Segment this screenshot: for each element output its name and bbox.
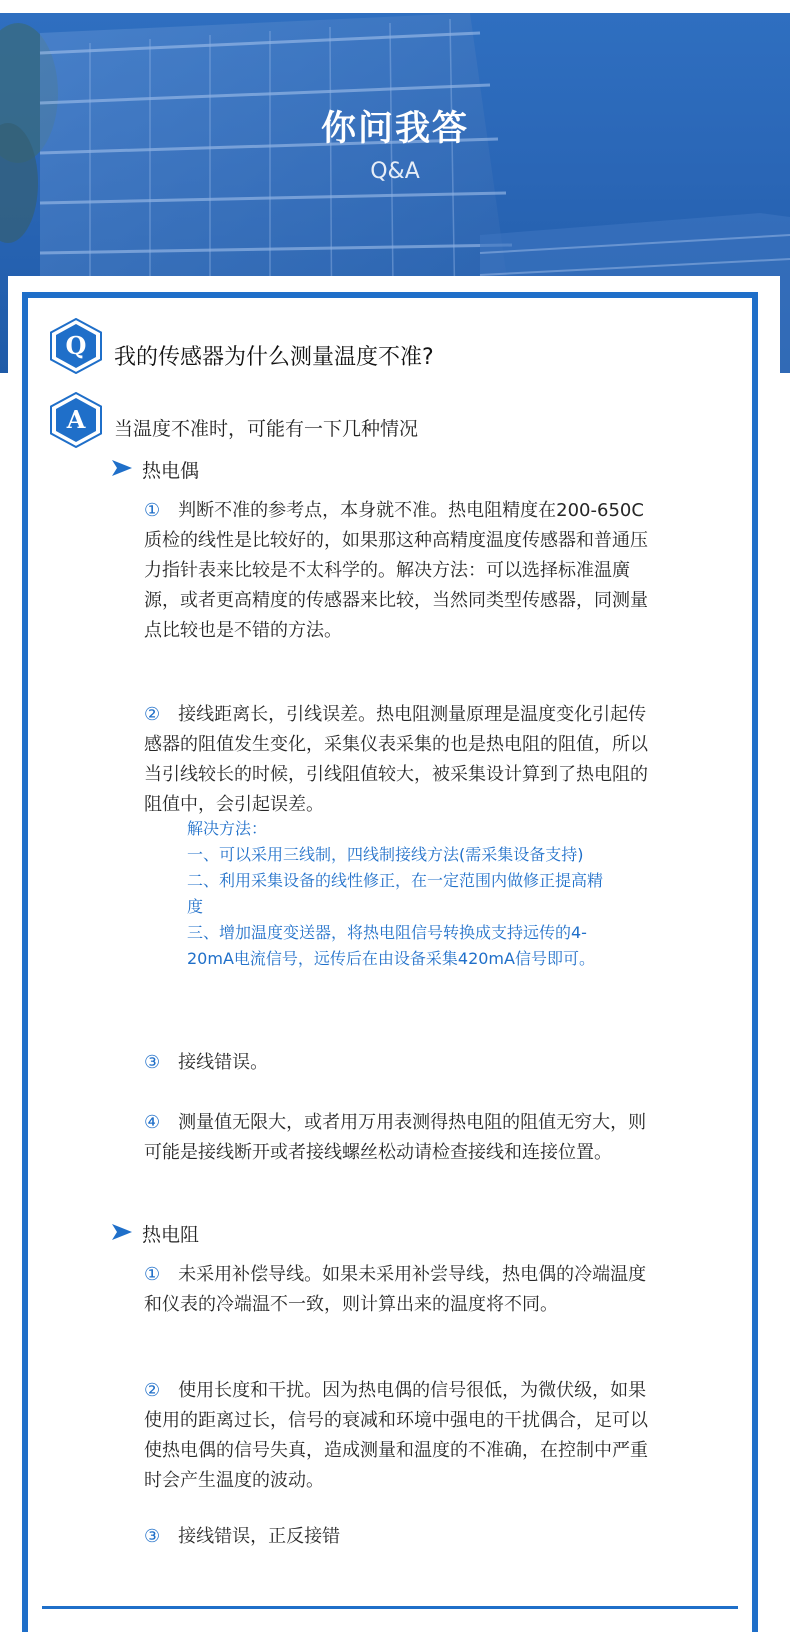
arrow-right-icon — [112, 459, 132, 477]
solution-line: 二、利用采集设备的线性修正，在一定范围内做修正提高精度 — [187, 871, 604, 916]
list-item — [144, 1048, 650, 1078]
solution-line: 三、增加温度变送器，将热电阻信号转换成支持远传的4- 20mA电流信号，远传后在由设备采集420mA信号即可。 — [187, 923, 595, 968]
section-title: 热电偶 — [142, 460, 200, 482]
solution-block — [187, 816, 607, 972]
item-number: ② — [144, 1380, 161, 1401]
answer-intro: 当温度不准时，可能有一下几种情况 — [114, 418, 419, 440]
question-letter: Q — [65, 331, 87, 360]
question-badge — [50, 318, 102, 374]
page-subtitle: Q&A — [370, 159, 420, 184]
item-text: 接线错误，正反接错 — [178, 1526, 341, 1547]
list-item — [144, 1522, 650, 1552]
item-text: 使用长度和干扰。因为热电偶的信号很低，为微伏级，如果使用的距离过长，信号的衰减和环境中强电的干扰偶合，足可以使热电偶的信号失真，造成测量和温度的不准确，在控制中严重时会产生温度的波动。 — [144, 1380, 648, 1491]
item-text: 接线错误。 — [178, 1052, 269, 1073]
card-divider — [42, 1606, 738, 1609]
list-item — [144, 1376, 650, 1496]
page-title: 你问我答 — [320, 109, 469, 149]
section-title: 热电阻 — [142, 1224, 200, 1246]
solution-line: 一、可以采用三线制，四线制接线方法(需采集设备支持) — [187, 845, 584, 864]
item-number: ④ — [144, 1112, 161, 1133]
list-item — [144, 496, 650, 646]
answer-badge — [50, 392, 102, 448]
item-text: 接线距离长，引线误差。热电阻测量原理是温度变化引起传感器的阻值发生变化，采集仪表采集的也是热电阻的阻值，所以当引线较长的时候，引线阻值较大，被采集设计算到了热电阻的阻值中，会引起误差。 — [144, 704, 648, 815]
answer-letter: A — [66, 405, 86, 434]
item-number: ① — [144, 1264, 161, 1285]
item-text: 未采用补偿导线。如果未采用补尝导线，热电偶的冷端温度和仪表的冷端温不一致，则计算出来的温度将不同。 — [144, 1264, 647, 1315]
item-number: ③ — [144, 1052, 161, 1073]
item-number: ① — [144, 500, 161, 521]
solution-heading: 解决方法： — [187, 819, 268, 838]
list-item — [144, 1260, 650, 1320]
list-item — [144, 1108, 650, 1168]
item-text: 测量值无限大，或者用万用表测得热电阻的阻值无穷大，则可能是接线断开或者接线螺丝松动请检查接线和连接位置。 — [144, 1112, 647, 1163]
item-number: ② — [144, 704, 161, 725]
question-text: 我的传感器为什么测量温度不准? — [114, 345, 434, 370]
item-text: 判断不准的参考点，本身就不准。热电阻精度在200-650C质检的线性是比较好的，如果那这种高精度温度传感器和普通压力指针表来比较是不太科学的。解决方法：可以选择标准温廣源，或者更高精度的传感器来比较，当然同类型传感器，同测量点比较也是不错的方法。 — [144, 500, 648, 641]
list-item — [144, 700, 650, 820]
arrow-right-icon — [112, 1223, 132, 1241]
item-number: ③ — [144, 1526, 161, 1547]
